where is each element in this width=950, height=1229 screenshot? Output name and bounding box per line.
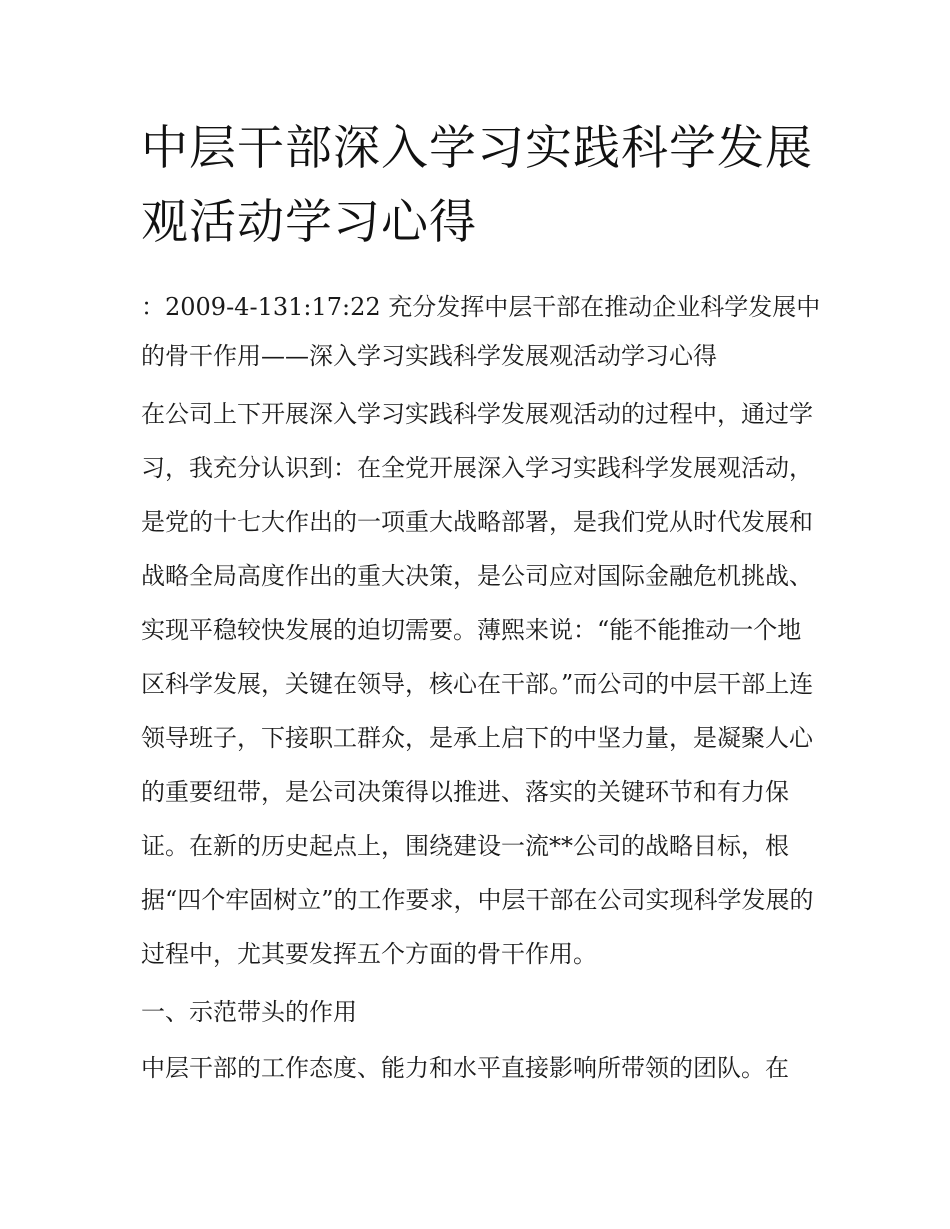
document-body <box>141 283 821 1099</box>
section-paragraph: 中层干部的工作态度、能力和水平直接影响所带领的团队。在 <box>141 1054 789 1082</box>
document-title: 中层干部深入学习实践科学发展观活动学习心得 <box>141 121 813 250</box>
intro-paragraph: 在公司上下开展深入学习实践科学发展观活动的过程中，通过学习，我充分认识到：在全党开展深入学习实践科学发展观活动，是党的十七大作出的一项重大战略部署，是我们党从时代发展和战略全局高度作出的重大决策，是公司应对国际金融危机挑战、实现平稳较快发展的迫切需要。薄熙来说：“能不能推动一个地区科学发展，关键在领导，核心在干部。”而公司的中层干部上连领导班子，下接职工群众，是承上启下的中坚力量，是凝聚人心的重要纽带，是公司决策得以推进、落实的关键环节和有力保证。在新的历史起点上，围绕建设一流**公司的战略目标，根据“四个牢固树立”的工作要求，中层干部在公司实现科学发展的过程中，尤其要发挥五个方面的骨干作用。 <box>141 400 814 968</box>
meta-line: ：2009-4-131:17:22 充分发挥中层干部在推动企业科学发展中的骨干作用——深入学习实践科学发展观活动学习心得 <box>141 293 821 370</box>
section-heading: 一、示范带头的作用 <box>141 998 357 1026</box>
